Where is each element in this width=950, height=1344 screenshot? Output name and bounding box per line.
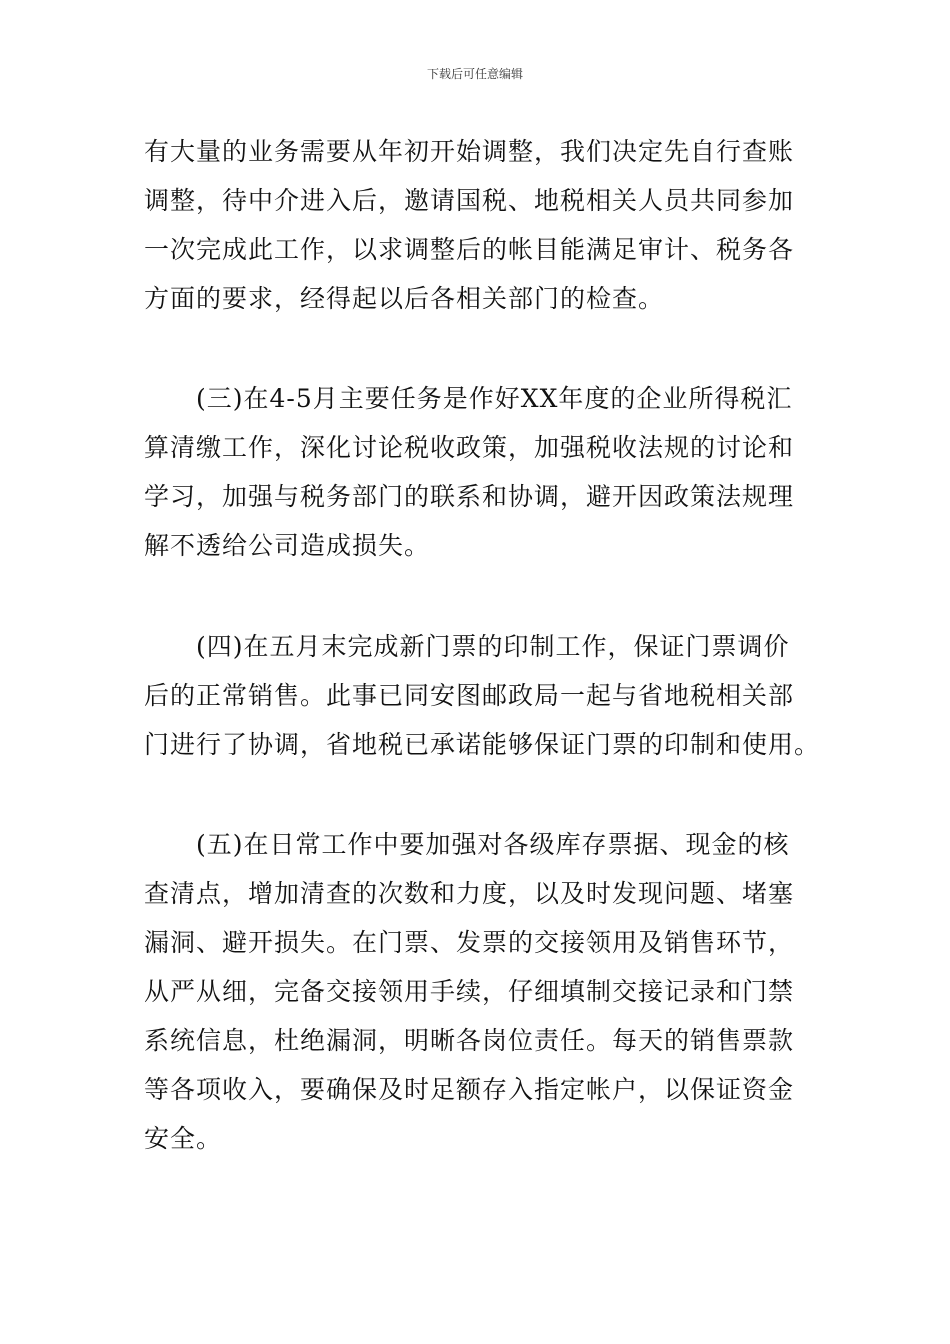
paragraph-line: (三)在4-5月主要任务是作好XX年度的企业所得税汇	[144, 384, 793, 413]
page-header: 下载后可任意编辑	[426, 67, 523, 81]
paragraph-line: 漏洞、避开损失。在门票、发票的交接领用及销售环节，	[144, 928, 795, 957]
paragraph-line: (五)在日常工作中要加强对各级库存票据、现金的核	[144, 830, 790, 859]
paragraph-1	[144, 127, 794, 323]
paragraph-line: 从严从细，完备交接领用手续，仔细填制交接记录和门禁	[144, 977, 795, 1006]
paragraph-line: 门进行了协调，省地税已承诺能够保证门票的印制和使用。	[144, 730, 821, 759]
paragraph-line: 等各项收入，要确保及时足额存入指定帐户，以保证资金	[144, 1075, 795, 1104]
paragraph-line: 方面的要求，经得起以后各相关部门的检查。	[144, 284, 665, 313]
paragraph-line: 查清点，增加清查的次数和力度，以及时发现问题、堵塞	[144, 879, 795, 908]
paragraph-line: 有大量的业务需要从年初开始调整，我们决定先自行查账	[144, 137, 795, 166]
paragraph-4	[144, 820, 794, 1163]
paragraph-line: 学习，加强与税务部门的联系和协调，避开因政策法规理	[144, 482, 795, 511]
paragraph-3	[144, 622, 820, 769]
paragraph-line: 后的正常销售。此事已同安图邮政局一起与省地税相关部	[144, 681, 795, 710]
paragraph-line: 一次完成此工作，以求调整后的帐目能满足审计、税务各	[144, 235, 795, 264]
paragraph-line: 安全。	[144, 1124, 223, 1153]
paragraph-2	[144, 374, 794, 570]
paragraph-line: 调整，待中介进入后，邀请国税、地税相关人员共同参加	[144, 186, 795, 215]
paragraph-line: 系统信息，杜绝漏洞，明晰各岗位责任。每天的销售票款	[144, 1026, 795, 1055]
paragraph-line: 解不透给公司造成损失。	[144, 531, 431, 560]
paragraph-line: 算清缴工作，深化讨论税收政策，加强税收法规的讨论和	[144, 433, 795, 462]
paragraph-line: (四)在五月末完成新门票的印制工作，保证门票调价	[144, 632, 790, 661]
